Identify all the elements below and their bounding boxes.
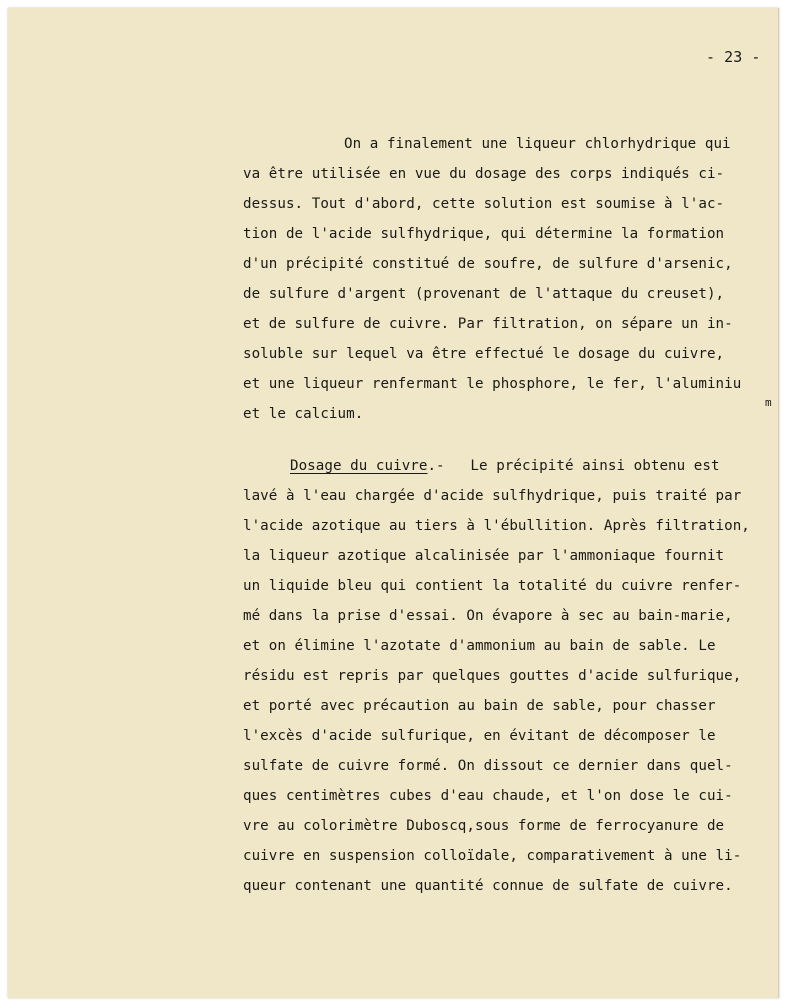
text-line: l'excès d'acide sulfurique, en évitant de décomposer le — [243, 728, 716, 744]
text-line: et porté avec précaution au bain de sable, pour chasser — [243, 698, 716, 714]
text-line: et le calcium. — [243, 406, 364, 422]
text-line: et une liqueur renfermant le phosphore, le fer, l'aluminiu — [243, 376, 742, 392]
text-line: de sulfure d'argent (provenant de l'attaque du creuset), — [243, 286, 725, 302]
text-line: cuivre en suspension colloïdale, comparativement à une li- — [243, 848, 742, 864]
text-line: tion de l'acide sulfhydrique, qui détermine la formation — [243, 226, 725, 242]
text-line: l'acide azotique au tiers à l'ébullition. Après filtration, — [243, 518, 750, 534]
text-line: un liquide bleu qui contient la totalité du cuivre renfer- — [243, 578, 742, 594]
text-line: la liqueur azotique alcalinisée par l'ammoniaque fournit — [243, 548, 725, 564]
page-number: - 23 - — [706, 48, 761, 66]
text-line: lavé à l'eau chargée d'acide sulfhydrique, puis traité par — [243, 488, 742, 504]
text-line: sulfate de cuivre formé. On dissout ce dernier dans quel- — [243, 758, 733, 774]
text-line: d'un précipité constitué de soufre, de sulfure d'arsenic, — [243, 256, 733, 272]
margin-note: m — [765, 396, 772, 409]
text-line: On a finalement une liqueur chlorhydrique qui — [344, 136, 731, 152]
section-heading: Dosage du cuivre — [290, 458, 428, 474]
text-line: Le précipité ainsi obtenu est — [444, 458, 720, 474]
document-page — [8, 8, 779, 998]
text-line: va être utilisée en vue du dosage des corps indiqués ci- — [243, 166, 725, 182]
text-line: résidu est repris par quelques gouttes d'acide sulfurique, — [243, 668, 742, 684]
text-line: queur contenant une quantité connue de sulfate de cuivre. — [243, 878, 733, 894]
text-line: et on élimine l'azotate d'ammonium au bain de sable. Le — [243, 638, 716, 654]
section-first-line — [290, 456, 720, 476]
text-line: dessus. Tout d'abord, cette solution est soumise à l'ac- — [243, 196, 725, 212]
text-line: soluble sur lequel va être effectué le dosage du cuivre, — [243, 346, 725, 362]
section-heading-suffix: .- — [427, 458, 445, 474]
text-line: ques centimètres cubes d'eau chaude, et l'on dose le cui- — [243, 788, 733, 804]
text-line: vre au colorimètre Duboscq,sous forme de ferrocyanure de — [243, 818, 725, 834]
text-line: mé dans la prise d'essai. On évapore à sec au bain-marie, — [243, 608, 733, 624]
text-line: et de sulfure de cuivre. Par filtration, on sépare un in- — [243, 316, 733, 332]
